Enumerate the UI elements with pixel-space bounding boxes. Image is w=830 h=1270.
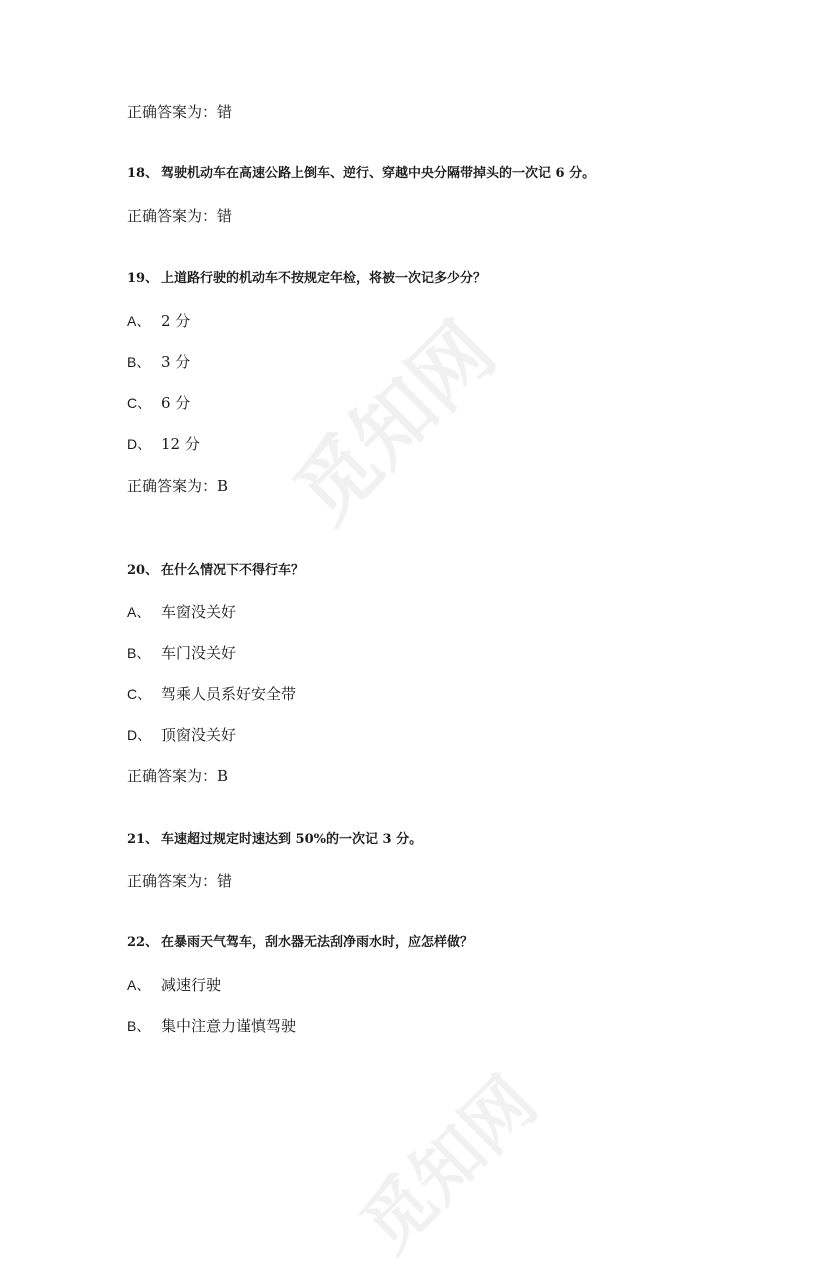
- option-d: [127, 724, 236, 746]
- option-text: 2 分: [161, 312, 191, 330]
- answer-value: 错: [217, 103, 233, 121]
- answer-value: 错: [217, 872, 233, 890]
- option-text: 集中注意力谨慎驾驶: [161, 1017, 297, 1035]
- option-label: D、: [127, 436, 152, 452]
- option-label: C、: [127, 395, 152, 411]
- question-number: 21、: [127, 832, 159, 847]
- question-number: 22、: [127, 935, 159, 950]
- answer-line: [127, 205, 232, 227]
- option-text: 顶窗没关好: [161, 726, 237, 744]
- option-c: [127, 683, 296, 705]
- question-number: 18、: [127, 166, 159, 181]
- question-text: 上道路行驶的机动车不按规定年检，将被一次记多少分？: [161, 271, 487, 286]
- option-b: [127, 642, 236, 664]
- question-21: [127, 829, 422, 851]
- answer-prefix: 正确答案为：: [127, 477, 218, 495]
- answer-prefix: 正确答案为：: [127, 872, 218, 890]
- option-b: [127, 1015, 296, 1037]
- question-20: [127, 560, 304, 582]
- answer-line: [127, 475, 228, 497]
- option-text: 驾乘人员系好安全带: [161, 685, 297, 703]
- option-label: B、: [127, 645, 151, 661]
- answer-prefix: 正确答案为：: [127, 207, 218, 225]
- option-label: A、: [127, 977, 151, 993]
- question-number: 19、: [127, 271, 159, 286]
- question-text: 驾驶机动车在高速公路上倒车、逆行、穿越中央分隔带掉头的一次记 6 分。: [161, 166, 596, 181]
- option-label: B、: [127, 1018, 151, 1034]
- answer-prefix: 正确答案为：: [127, 103, 218, 121]
- option-a: [127, 601, 236, 623]
- option-d: [127, 433, 200, 455]
- answer-value: 错: [217, 207, 233, 225]
- option-text: 减速行驶: [161, 976, 222, 994]
- option-label: D、: [127, 727, 152, 743]
- watermark: 觅知网: [277, 304, 513, 541]
- option-c: [127, 392, 190, 414]
- answer-line: [127, 101, 232, 123]
- question-18: [127, 163, 595, 185]
- option-text: 6 分: [161, 394, 191, 412]
- option-label: A、: [127, 604, 151, 620]
- answer-line: [127, 870, 232, 892]
- option-a: [127, 974, 221, 996]
- watermark-bottom: 觅知网: [345, 1061, 553, 1268]
- option-text: 3 分: [161, 353, 191, 371]
- option-text: 车窗没关好: [161, 603, 237, 621]
- answer-value: B: [217, 477, 229, 495]
- question-text: 在暴雨天气驾车，刮水器无法刮净雨水时，应怎样做？: [161, 935, 474, 950]
- option-a: [127, 310, 190, 332]
- answer-line: [127, 765, 228, 787]
- question-number: 20、: [127, 563, 159, 578]
- question-text: 车速超过规定时速达到 50%的一次记 3 分。: [161, 832, 423, 847]
- option-label: B、: [127, 354, 151, 370]
- option-text: 车门没关好: [161, 644, 237, 662]
- answer-value: B: [217, 767, 229, 785]
- question-text: 在什么情况下不得行车？: [161, 563, 305, 578]
- question-22: [127, 932, 473, 954]
- question-19: [127, 268, 486, 290]
- answer-prefix: 正确答案为：: [127, 767, 218, 785]
- option-text: 12 分: [161, 435, 200, 453]
- option-label: C、: [127, 686, 152, 702]
- option-b: [127, 351, 190, 373]
- option-label: A、: [127, 313, 151, 329]
